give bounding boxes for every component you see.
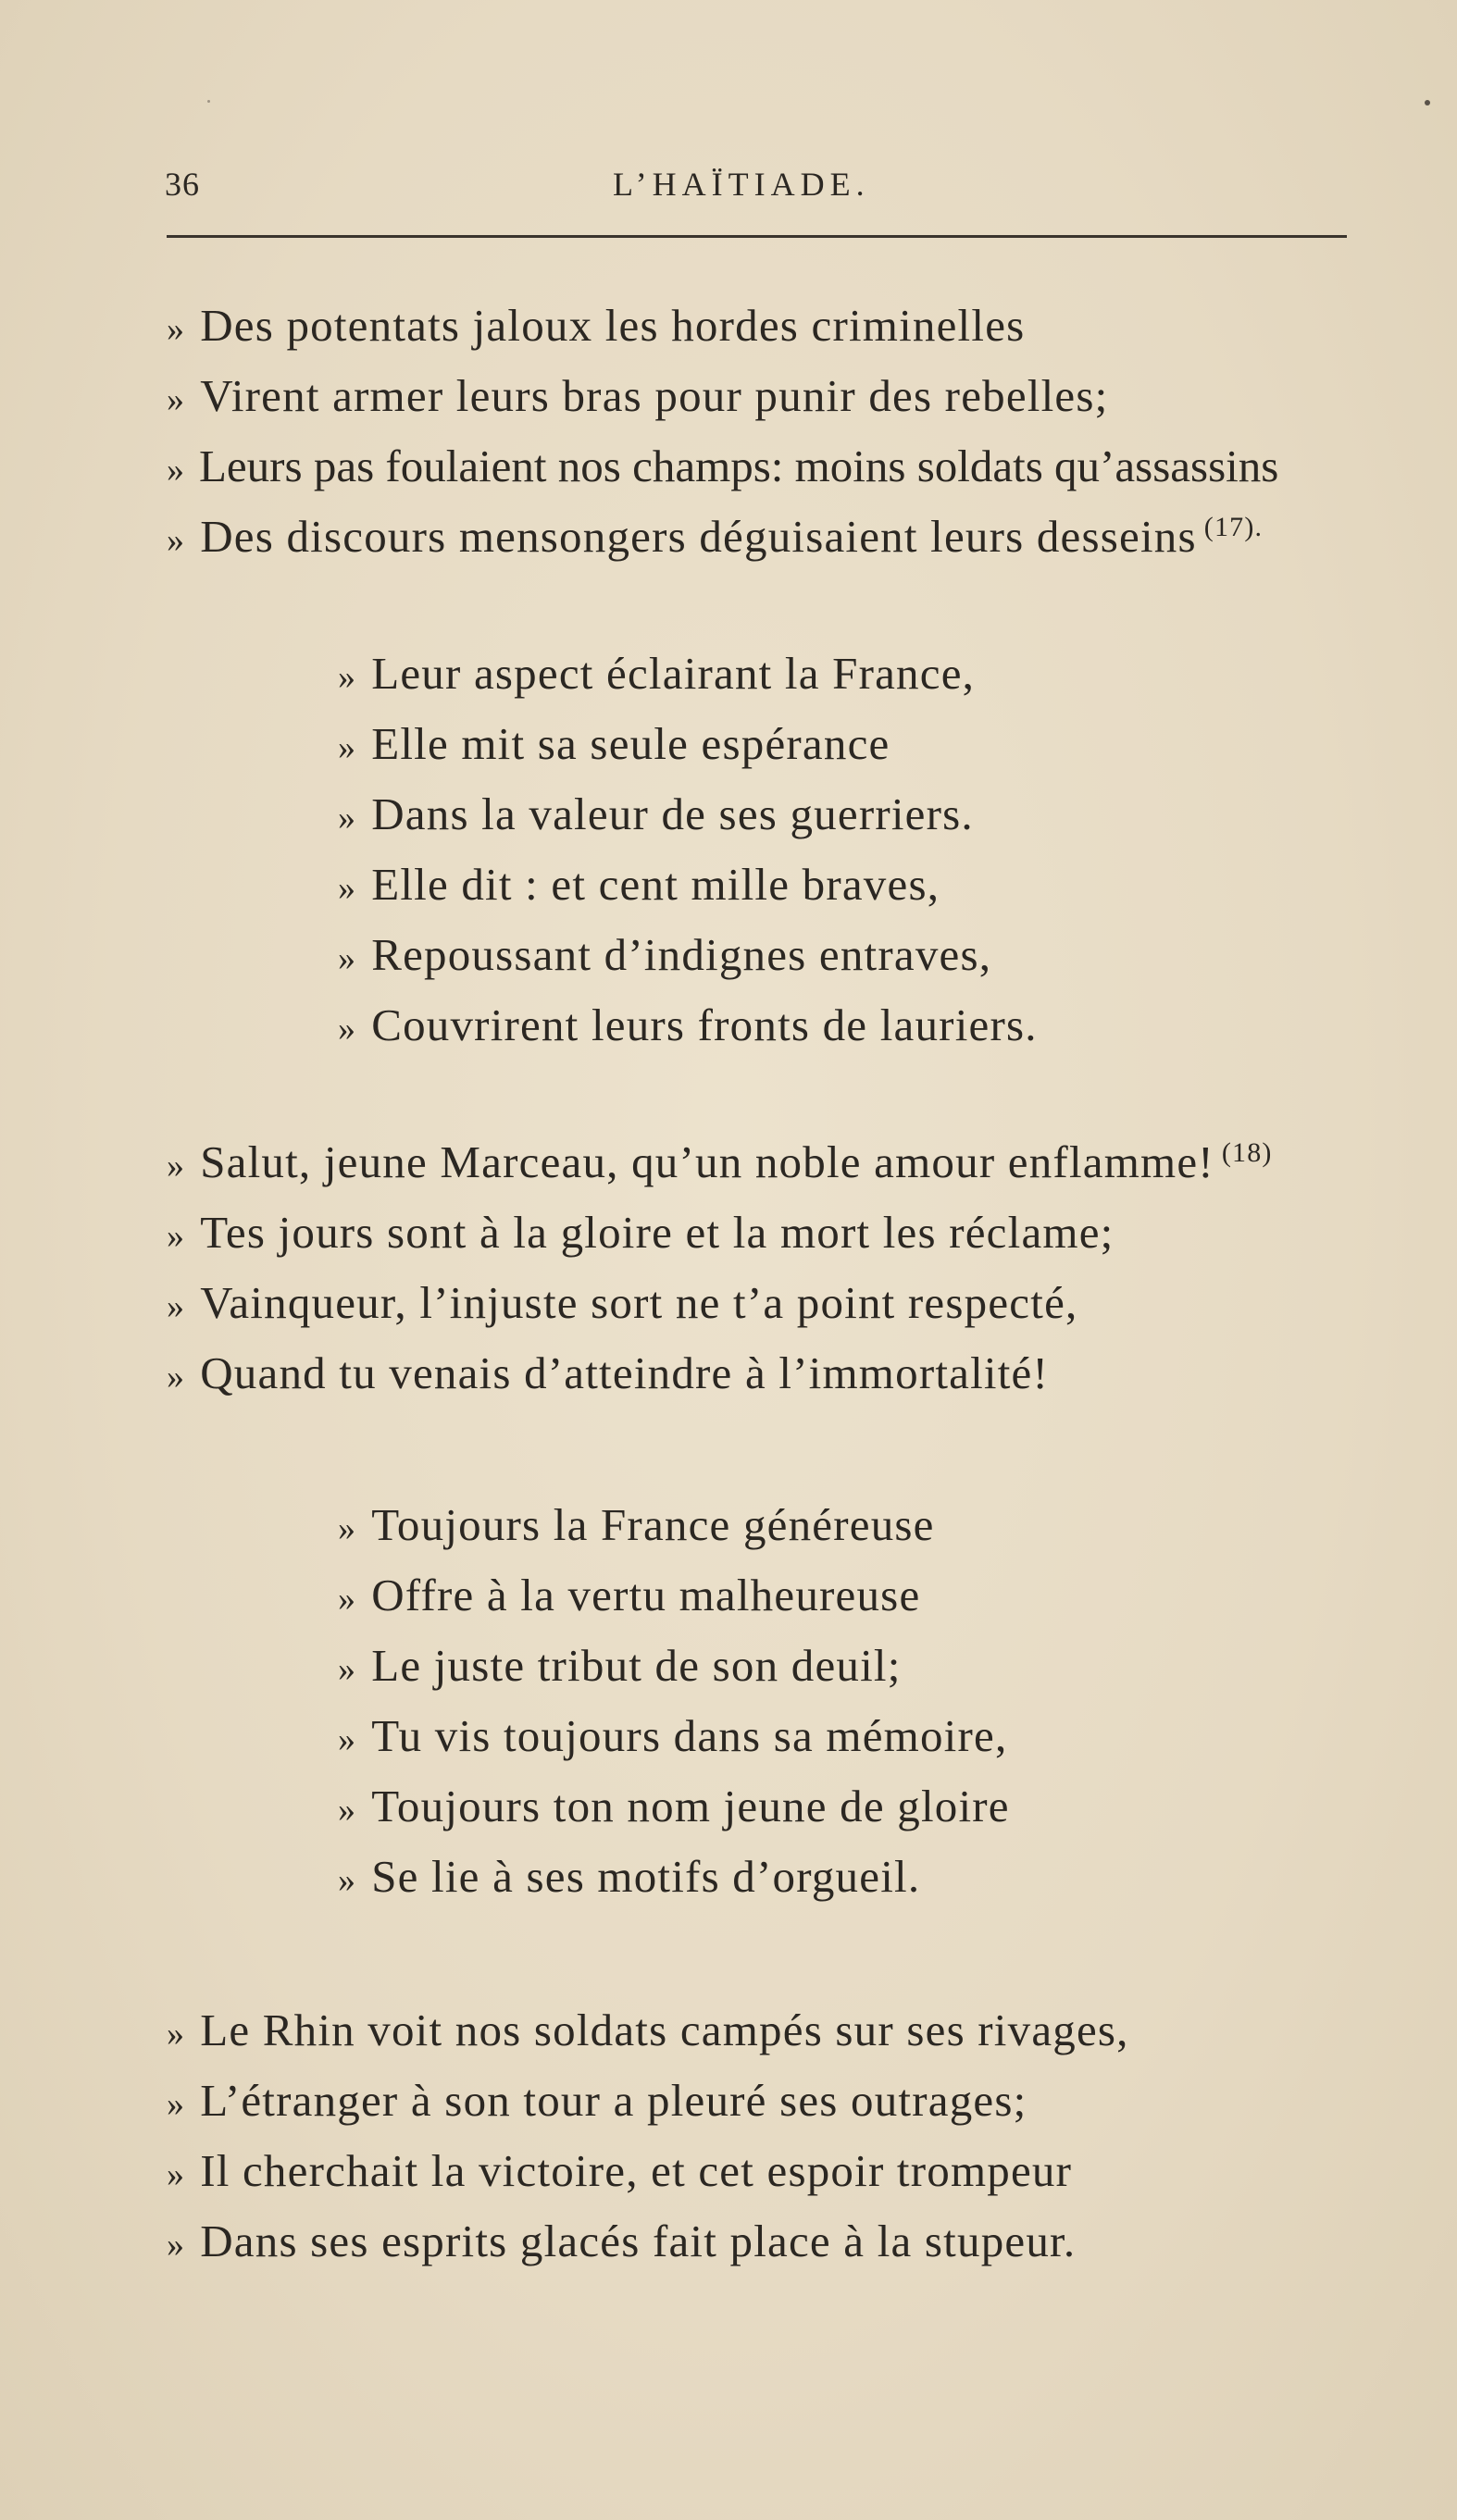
verse-text: Elle dit : et cent mille braves,: [371, 859, 940, 910]
verse-line: [338, 646, 975, 705]
paper-speck: [1425, 100, 1430, 106]
verse-text: Tes jours sont à la gloire et la mort les réclame;: [200, 1207, 1115, 1258]
quote-mark: »: [338, 658, 357, 697]
verse-text: Elle mit sa seule espérance: [371, 718, 890, 769]
verse-text: Couvrirent leurs fronts de lauriers.: [371, 999, 1038, 1050]
verse-text: Dans la valeur de ses guerriers.: [371, 788, 974, 839]
verse-line: [167, 1346, 1049, 1405]
verse-line: [167, 2003, 1129, 2062]
running-title: L’HAÏTIADE.: [613, 166, 870, 203]
verse-line: [167, 509, 1263, 568]
quote-mark: »: [338, 869, 357, 908]
verse-line: [338, 1638, 902, 1697]
verse-text: Salut, jeune Marceau, qu’un noble amour enflamme!: [200, 1136, 1214, 1187]
quote-mark: »: [338, 1650, 357, 1689]
quote-mark: »: [167, 2155, 186, 2194]
verse-line: [167, 2143, 1072, 2203]
quote-mark: »: [338, 799, 357, 838]
verse-line: [167, 439, 1278, 498]
verse-text: Le Rhin voit nos soldats campés sur ses rivages,: [200, 2005, 1129, 2055]
footnote-reference: (18): [1221, 1136, 1273, 1168]
quote-mark: »: [338, 939, 357, 978]
verse-line: [167, 298, 1025, 357]
verse-text: Tu vis toujours dans sa mémoire,: [371, 1710, 1008, 1761]
quote-mark: »: [167, 2226, 186, 2265]
verse-line: [167, 368, 1108, 428]
verse-text: Virent armer leurs bras pour punir des rebelles;: [200, 370, 1109, 421]
verse-text: Des potentats jaloux les hordes criminelles: [200, 300, 1026, 351]
quote-mark: »: [338, 1580, 357, 1619]
quote-mark: »: [167, 2015, 186, 2054]
verse-text: Le juste tribut de son deuil;: [371, 1640, 902, 1691]
verse-line: [338, 1779, 1010, 1838]
quote-mark: »: [167, 2085, 186, 2124]
quote-mark: »: [167, 1217, 186, 1256]
quote-mark: »: [167, 521, 186, 560]
quote-mark: »: [338, 1509, 357, 1548]
verse-text: Il cherchait la victoire, et cet espoir trompeur: [200, 2145, 1073, 2196]
verse-text: Repoussant d’indignes entraves,: [371, 929, 992, 980]
quote-mark: »: [167, 1358, 186, 1397]
quote-mark: »: [338, 728, 357, 767]
verse-line: [338, 857, 940, 916]
verse-text: Des discours mensongers déguisaient leurs desseins: [200, 511, 1197, 562]
verse-line: [338, 1497, 935, 1557]
quote-mark: »: [167, 380, 186, 419]
verse-line: [338, 927, 991, 987]
quote-mark: »: [338, 1720, 357, 1759]
verse-line: [167, 1205, 1114, 1264]
verse-line: [167, 2073, 1027, 2132]
verse-text: Vainqueur, l’injuste sort ne t’a point respecté,: [200, 1277, 1078, 1328]
verse-text: L’étranger à son tour a pleuré ses outrages;: [200, 2075, 1027, 2126]
quote-mark: »: [338, 1791, 357, 1830]
verse-line: [167, 1275, 1077, 1334]
verse-text: Leurs pas foulaient nos champs: moins soldats qu’assassins: [199, 441, 1279, 491]
verse-text: Offre à la vertu malheureuse: [371, 1570, 921, 1620]
quote-mark: »: [167, 1287, 186, 1326]
verse-text: Toujours la France généreuse: [371, 1499, 935, 1550]
verse-line: [338, 1568, 920, 1627]
verse-text: Leur aspect éclairant la France,: [371, 648, 976, 699]
quote-mark: »: [167, 310, 186, 349]
footnote-reference: (17).: [1203, 511, 1264, 542]
quote-mark: »: [338, 1010, 357, 1049]
quote-mark: »: [167, 1147, 186, 1186]
verse-line: [167, 1135, 1273, 1194]
verse-text: Se lie à ses motifs d’orgueil.: [371, 1851, 921, 1902]
paper-speck: [207, 100, 210, 103]
header-rule: [167, 235, 1347, 238]
quote-mark: »: [167, 451, 184, 490]
verse-line: [338, 787, 974, 846]
verse-text: Dans ses esprits glacés fait place à la stupeur.: [200, 2216, 1077, 2266]
verse-line: [338, 998, 1038, 1057]
page-number: 36: [165, 166, 200, 203]
verse-line: [338, 1708, 1007, 1768]
verse-line: [338, 1849, 920, 1908]
verse-text: Quand tu venais d’atteindre à l’immortalité!: [200, 1347, 1050, 1398]
verse-line: [167, 2214, 1076, 2273]
verse-text: Toujours ton nom jeune de gloire: [371, 1781, 1010, 1831]
verse-line: [338, 716, 890, 776]
quote-mark: »: [338, 1861, 357, 1900]
